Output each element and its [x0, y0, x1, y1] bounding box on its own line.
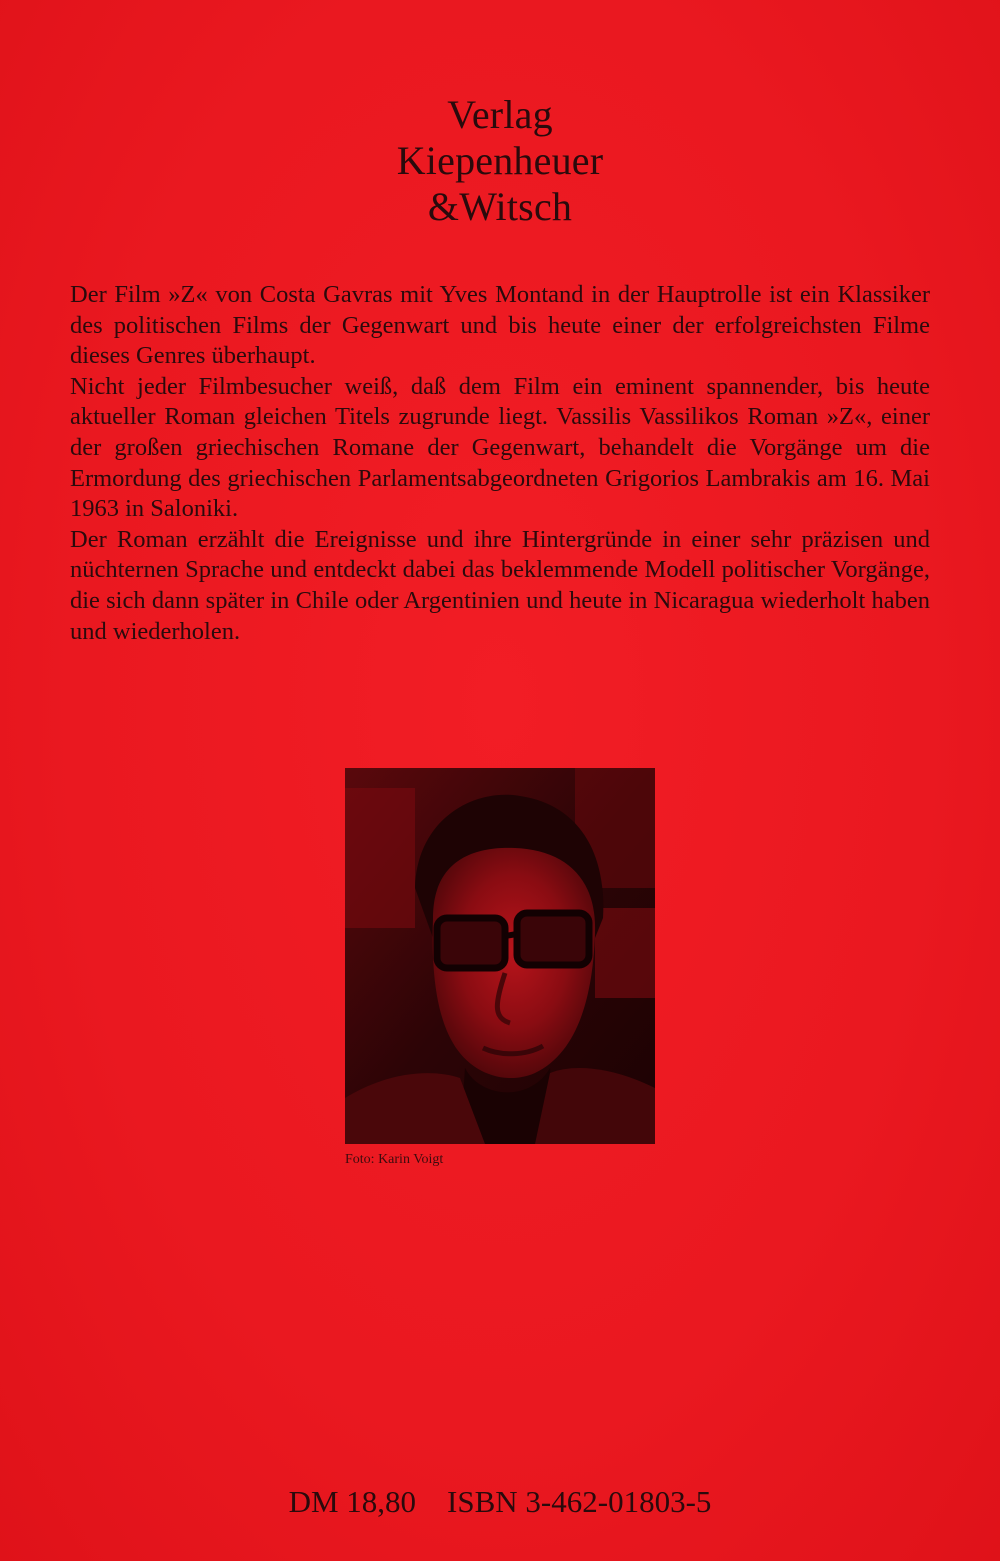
price: DM 18,80: [288, 1484, 417, 1519]
blurb-text: [70, 280, 930, 647]
photo-credit: Foto: Karin Voigt: [345, 1152, 444, 1167]
blurb-paragraph-2: Nicht jeder Filmbesucher weiß, daß dem Film ein eminent spannender, bis heute aktueller Roman gleichen Titels zugrunde liegt. Vassilis Vassilikos Roman »Z«, einer der großen griechischen Romane der Gegenwart, behandelt die Vorgänge um die Ermordung des griechischen Parlamentsabgeordneten Grigorios Lambrakis am 16. Mai 1963 in Saloniki.: [70, 372, 930, 523]
publisher-name: [0, 92, 1000, 230]
author-photo: [345, 768, 655, 1144]
blurb-paragraph-3: Der Roman erzählt die Ereignisse und ihre Hintergründe in einer sehr präzisen und nüchternen Sprache und entdeckt dabei das beklemmende Modell politischer Vorgänge, die sich dann später in Chile oder Argentinien und heute in Nicaragua wiederholt haben und wiederholen.: [70, 525, 930, 645]
isbn: ISBN 3-462-01803-5: [447, 1484, 712, 1519]
price-isbn-line: [0, 1484, 1000, 1520]
publisher-line-2: Kiepenheuer: [396, 138, 604, 183]
publisher-line-1: Verlag: [447, 92, 553, 137]
blurb-paragraph-1: Der Film »Z« von Costa Gavras mit Yves Montand in der Hauptrolle ist ein Klassiker des politischen Films der Gegenwart und bis heute einer der erfolgreichsten Filme dieses Genres überhaupt.: [70, 281, 930, 370]
publisher-line-3: &Witsch: [427, 184, 573, 229]
author-portrait-image: [345, 768, 655, 1144]
